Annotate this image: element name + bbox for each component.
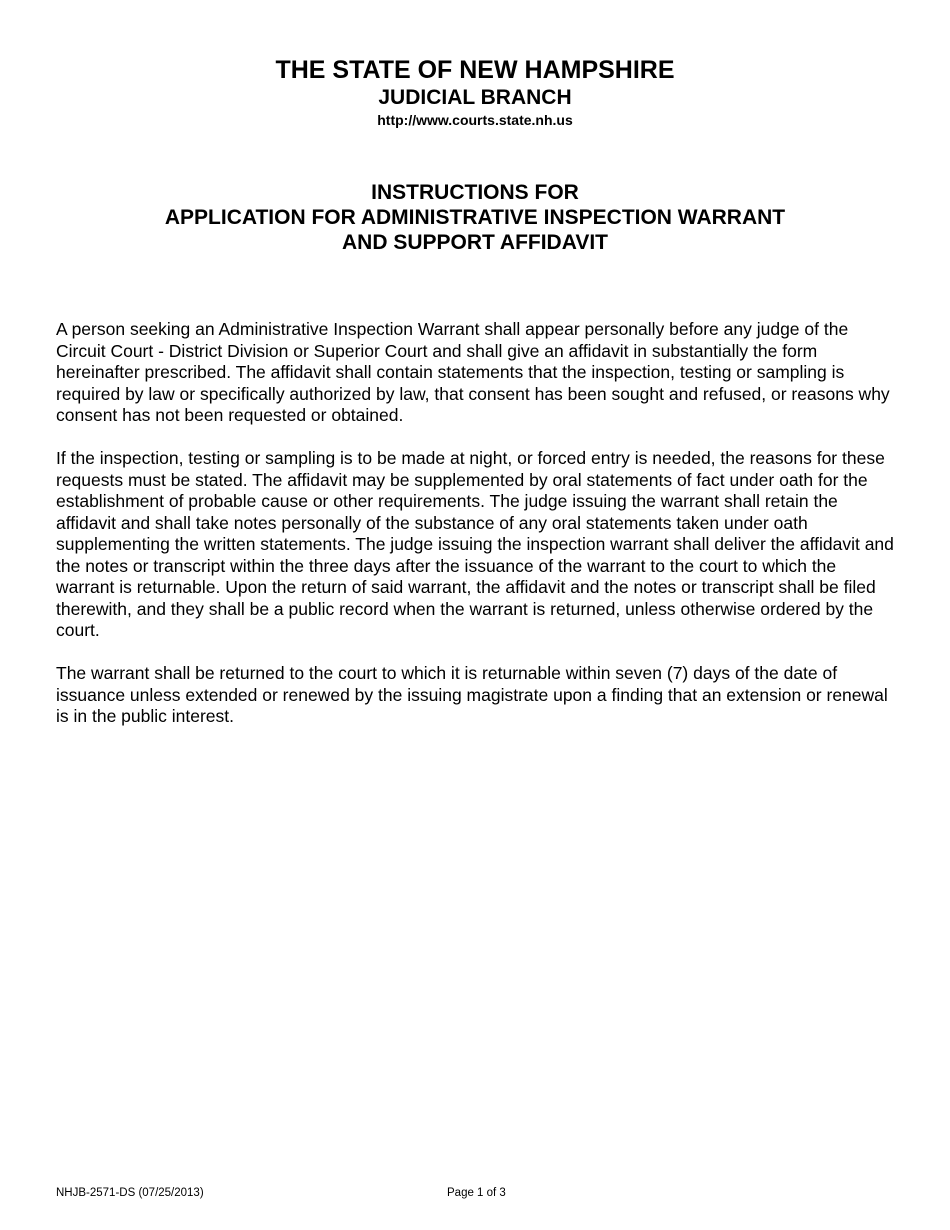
instructions-body: [56, 319, 896, 749]
paragraph-night-inspection: If the inspection, testing or sampling is to be made at night, or forced entry is needed, the reasons for these requests must be stated. The affidavit may be supplemented by oral statements of fact under oath for the establishment of probable cause or other requirements. The judge issuing the warrant shall retain the affidavit and shall take notes personally of the substance of any oral statements taken under oath supplementing the written statements. The judge issuing the inspection warrant shall deliver the affidavit and the notes or transcript within the three days after the issuance of the warrant to the court to which the warrant is returnable. Upon the return of said warrant, the affidavit and the notes or transcript shall be filed therewith, and they shall be a public record when the warrant is returned, unless otherwise ordered by the court.: [56, 448, 894, 640]
title-line-1: INSTRUCTIONS FOR: [371, 181, 579, 204]
state-name: THE STATE OF NEW HAMPSHIRE: [275, 56, 675, 84]
paragraph-appearance: A person seeking an Administrative Inspection Warrant shall appear personally before any judge of the Circuit Court - District Division or Superior Court and shall give an affidavit in substantially the form hereinafter prescribed. The affidavit shall contain statements that the inspection, testing or sampling is required by law or specifically authorized by law, that consent has been sought and refused, or reasons why consent has not been requested or obtained.: [56, 319, 890, 425]
court-url: http://www.courts.state.nh.us: [377, 112, 573, 128]
title-line-2: APPLICATION FOR ADMINISTRATIVE INSPECTION WARRANT: [164, 206, 786, 229]
title-line-3: AND SUPPORT AFFIDAVIT: [342, 231, 608, 254]
document-header: [0, 55, 950, 130]
form-id: NHJB-2571-DS (07/25/2013): [56, 1187, 204, 1199]
paragraph-return-deadline: The warrant shall be returned to the court to which it is returnable within seven (7) days of the date of issuance unless extended or renewed by the issuing magistrate upon a finding that an extension or renewal is in the public interest.: [56, 663, 888, 726]
page-number: Page 1 of 3: [447, 1187, 506, 1199]
document-title: [0, 180, 950, 255]
branch-name: JUDICIAL BRANCH: [378, 86, 572, 109]
